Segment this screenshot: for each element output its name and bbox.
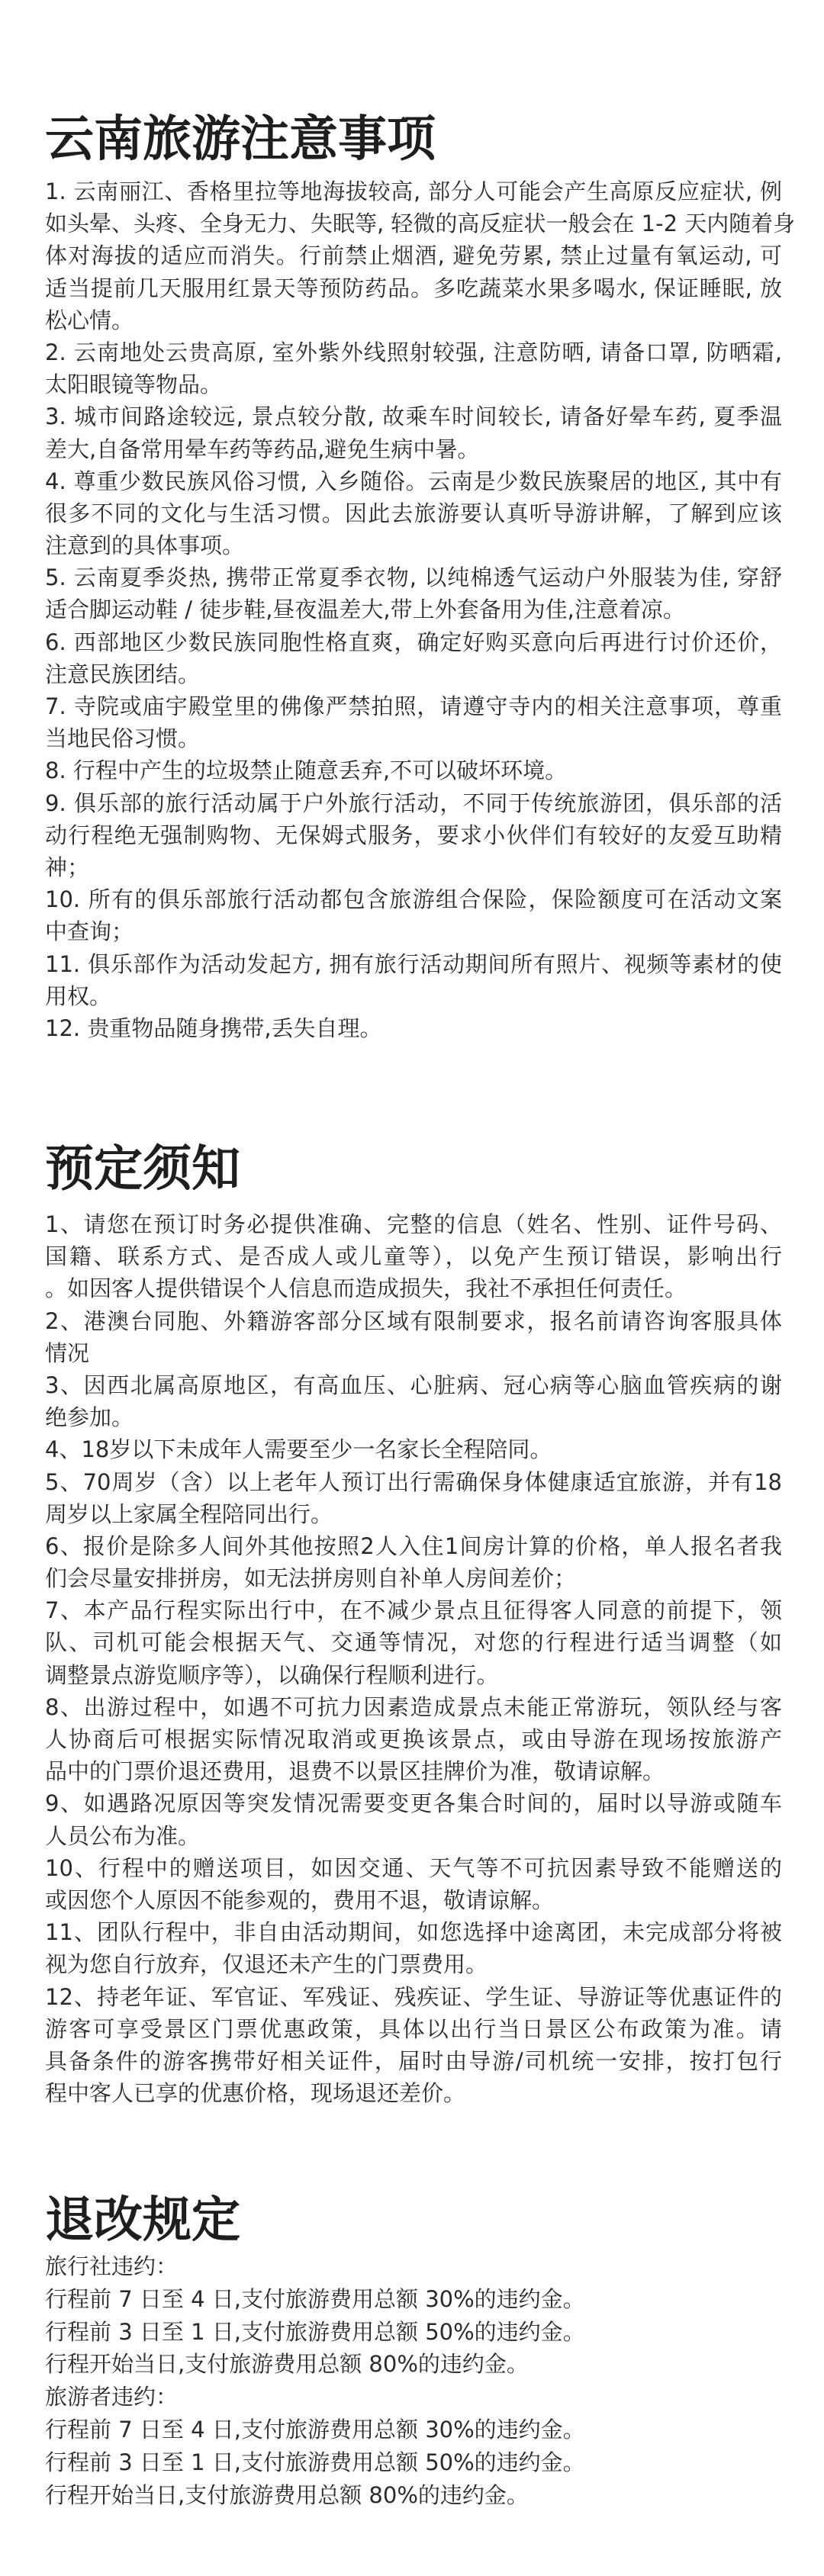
- list-item: [45, 2316, 782, 2349]
- list-item-line: 品中的门票价退还费用，退费不以景区挂牌价为准，敬请谅解。: [45, 1758, 665, 1785]
- list-item: [45, 336, 782, 400]
- list-item-line: 注意到的具体事项。: [45, 532, 245, 559]
- list-item: [45, 787, 782, 884]
- list-item-line: 旅行社违约：: [45, 2253, 179, 2279]
- list-item-line: 中查询；: [45, 918, 134, 945]
- list-item-line: 行程开始当日,支付旅游费用总额 80%的违约金。: [45, 2351, 529, 2378]
- list-item-line: 或因您个人原因不能参观的，费用不退，敬请谅解。: [45, 1886, 555, 1913]
- list-item: [45, 1369, 782, 1433]
- list-item-line: 体对海拔的适应而消失。行前禁止烟酒, 避免劳累, 禁止过量有氧运动, 可: [45, 243, 782, 269]
- list-item-line: 1、请您在预订时务必提供准确、完整的信息（姓名、性别、证件号码、: [45, 1211, 782, 1237]
- list-item-line: 3、因西北属高原地区，有高血压、心脏病、冠心病等心脑血管疾病的谢: [45, 1372, 782, 1398]
- list-item-line: 4、18岁以下未成年人需要至少一名家长全程陪同。: [45, 1436, 552, 1463]
- list-item: [45, 754, 782, 786]
- list-item: [45, 465, 782, 562]
- list-item: [45, 1594, 782, 1691]
- list-item: [45, 2414, 782, 2446]
- list-item-line: 3. 城市间路途较远, 景点较分散, 故乘车时间较长, 请备好晕车药, 夏季温: [45, 404, 782, 430]
- list-item: [45, 948, 782, 1012]
- list-item: [45, 561, 782, 626]
- list-item-line: 行程开始当日,支付旅游费用总额 80%的违约金。: [45, 2481, 529, 2508]
- list-item-line: 10、行程中的赠送项目，如因交通、天气等不可抗因素导致不能赠送的: [45, 1854, 782, 1881]
- list-item-line: 周岁以上家属全程陪同出行。: [45, 1500, 333, 1527]
- list-item-line: 程中客人已享的优惠价格，现场退还差价。: [45, 2080, 466, 2107]
- list-item-line: 行程前 7 日至 4 日,支付旅游费用总额 30%的违约金。: [45, 2416, 585, 2443]
- list-item-line: 适当提前几天服用红景天等预防药品。多吃蔬菜水果多喝水, 保证睡眠, 放: [45, 275, 782, 301]
- list-item: [45, 2283, 782, 2316]
- list-item-line: 情况: [45, 1339, 90, 1366]
- list-item-line: 很多不同的文化与生活习惯。因此去旅游要认真听导游讲解，了解到应该: [45, 500, 782, 526]
- list-item: [45, 400, 782, 465]
- list-item: [45, 2250, 782, 2283]
- list-item: [45, 175, 796, 336]
- list-item-line: 7. 寺院或庙宇殿堂里的佛像严禁拍照，请遵守寺内的相关注意事项，尊重: [45, 693, 782, 719]
- list-item-line: 神；: [45, 854, 90, 880]
- list-item-line: 12、持老年证、军官证、军残证、残疾证、学生证、导游证等优惠证件的: [45, 1983, 782, 2010]
- list-item: [45, 626, 782, 690]
- list-item-line: 动行程绝无强制购物、无保姆式服务，要求小伙伴们有较好的友爱互助精: [45, 822, 782, 848]
- list-item-line: 人员公布为准。: [45, 1822, 201, 1849]
- list-item-line: 10. 所有的俱乐部旅行活动都包含旅游组合保险，保险额度可在活动文案: [45, 886, 782, 913]
- list-item-line: 8、出游过程中，如遇不可抗力因素造成景点未能正常游玩，领队经与客: [45, 1693, 782, 1720]
- travel-notes-list: [45, 175, 796, 1044]
- list-item-line: 如头晕、头疼、全身无力、失眠等, 轻微的高反症状一般会在 1-2 天内随着身: [45, 211, 796, 237]
- list-item-line: 们会尽量安排拼房，如无法拼房则自补单人房间差价；: [45, 1565, 577, 1592]
- list-item: [45, 883, 782, 947]
- list-item-line: 6、报价是除多人间外其他按照2人入住1间房计算的价格，单人报名者我: [45, 1532, 782, 1559]
- list-item: [45, 2479, 782, 2512]
- list-item-line: 行程前 3 日至 1 日,支付旅游费用总额 50%的违约金。: [45, 2318, 585, 2345]
- list-item-line: 具备条件的游客携带好相关证件，届时由导游/司机统一安排，按打包行: [45, 2047, 782, 2074]
- list-item-line: 11. 俱乐部作为活动发起方, 拥有旅行活动期间所有照片、视频等素材的使: [45, 950, 782, 977]
- list-item-line: 队、司机可能会根据天气、交通等情况，对您的行程进行适当调整（如: [45, 1629, 782, 1656]
- list-item: [45, 1012, 782, 1044]
- list-item-line: 。如因客人提供错误个人信息而造成损失，我社不承担任何责任。: [45, 1275, 687, 1302]
- list-item-line: 2. 云南地处云贵高原, 室外紫外线照射较强, 注意防晒, 请备口罩, 防晒霜,: [45, 339, 782, 365]
- list-item: [45, 1466, 782, 1530]
- list-item-line: 适合脚运动鞋 / 徒步鞋,昼夜温差大,带上外套备用为佳,注意着凉。: [45, 597, 685, 623]
- list-item: [45, 1852, 782, 1916]
- list-item-line: 旅游者违约：: [45, 2384, 179, 2410]
- list-item: [45, 1787, 782, 1851]
- list-item-line: 差大,自备常用晕车药等药品,避免生病中暑。: [45, 436, 480, 462]
- section-title-refund-rules: 退改规定: [45, 2191, 240, 2249]
- list-item-line: 5. 云南夏季炎热, 携带正常夏季衣物, 以纯棉透气运动户外服装为佳, 穿舒: [45, 564, 782, 591]
- list-item-line: 7、本产品行程实际出行中，在不减少景点且征得客人同意的前提下，领: [45, 1597, 782, 1624]
- list-item-line: 9. 俱乐部的旅行活动属于户外旅行活动，不同于传统旅游团，俱乐部的活: [45, 790, 782, 816]
- list-item-line: 5、70周岁（含）以上老年人预订出行需确保身体健康适宜旅游，并有18: [45, 1468, 782, 1495]
- list-item: [45, 1916, 782, 1980]
- list-item-line: 人协商后可根据实际情况取消或更换该景点，或由导游在现场按旅游产: [45, 1726, 782, 1752]
- list-item-line: 注意民族团结。: [45, 661, 201, 687]
- list-item-line: 12. 贵重物品随身携带,丢失自理。: [45, 1015, 382, 1041]
- refund-rules-list: [45, 2250, 782, 2511]
- list-item-line: 行程前 3 日至 1 日,支付旅游费用总额 50%的违约金。: [45, 2449, 585, 2475]
- list-item: [45, 2446, 782, 2479]
- list-item: [45, 2348, 782, 2381]
- list-item-line: 6. 西部地区少数民族同胞性格直爽，确定好购买意向后再进行讨价还价，: [45, 629, 782, 655]
- list-item: [45, 1530, 782, 1594]
- list-item-line: 1. 云南丽江、香格里拉等地海拔较高, 部分人可能会产生高原反应症状, 例: [45, 178, 782, 204]
- list-item: [45, 690, 782, 754]
- section-title-travel-notes: 云南旅游注意事项: [45, 110, 436, 168]
- list-item-line: 4. 尊重少数民族风俗习惯, 入乡随俗。云南是少数民族聚居的地区, 其中有: [45, 468, 782, 494]
- list-item: [45, 1691, 782, 1788]
- list-item-line: 国籍、联系方式、是否成人或儿童等），以免产生预订错误，影响出行: [45, 1243, 782, 1270]
- list-item: [45, 1305, 782, 1369]
- list-item-line: 太阳眼镜等物品。: [45, 371, 223, 398]
- list-item-line: 松心情。: [45, 307, 134, 333]
- section-title-booking-notice: 预定须知: [45, 1140, 240, 1198]
- booking-notice-list: [45, 1208, 782, 2109]
- list-item: [45, 1981, 782, 2110]
- list-item-line: 行程前 7 日至 4 日,支付旅游费用总额 30%的违约金。: [45, 2285, 585, 2312]
- list-item: [45, 2381, 782, 2414]
- list-item-line: 9、如遇路况原因等突发情况需要变更各集合时间的，届时以导游或随车: [45, 1790, 782, 1817]
- list-item-line: 当地民俗习惯。: [45, 725, 201, 752]
- list-item-line: 8. 行程中产生的垃圾禁止随意丢弃,不可以破坏环境。: [45, 757, 568, 784]
- list-item: [45, 1433, 782, 1465]
- list-item-line: 11、团队行程中，非自由活动期间，如您选择中途离团，未完成部分将被: [45, 1919, 782, 1946]
- list-item-line: 游客可享受景区门票优惠政策，具体以出行当日景区公布政策为准。请: [45, 2015, 782, 2042]
- list-item-line: 绝参加。: [45, 1404, 134, 1431]
- list-item-line: 2、港澳台同胞、外籍游客部分区域有限制要求，报名前请咨询客服具体: [45, 1307, 782, 1334]
- list-item: [45, 1208, 782, 1305]
- list-item-line: 调整景点游览顺序等），以确保行程顺利进行。: [45, 1661, 499, 1688]
- list-item-line: 用权。: [45, 982, 112, 1009]
- list-item-line: 视为您自行放弃，仅退还未产生的门票费用。: [45, 1951, 488, 1978]
